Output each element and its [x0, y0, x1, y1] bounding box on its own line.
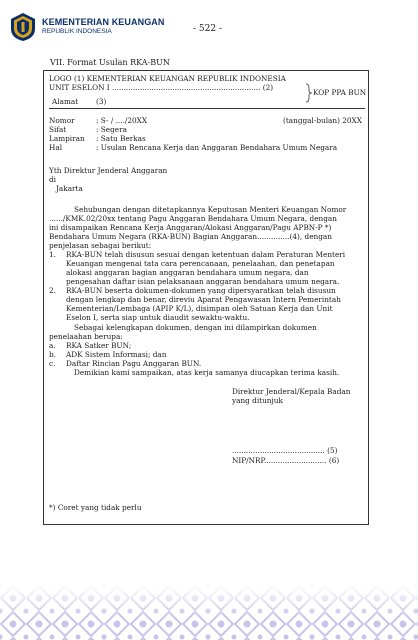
footnote: *) Coret yang tidak perlu — [49, 503, 142, 512]
attach-intro-line: penelaahan berupa: — [49, 332, 123, 341]
attachment-item: ADK Sistem Informasi; dan — [66, 350, 167, 359]
date-ref: (tanggal-bulan) 20XX — [283, 116, 362, 125]
header-rule — [49, 108, 365, 109]
attachment-item: Daftar Rincian Pagu Anggaran BUN. — [66, 359, 202, 368]
signer-title: Direktur Jenderal/Kepala Badan — [232, 387, 351, 396]
section-title: VII. Format Usulan RKA-BUN — [50, 58, 170, 67]
item-line: pengesahan daftar isian pelaksanaan anggaran bendahara umum negara. — [66, 277, 340, 286]
field-value: : Usulan Rencana Kerja dan Anggaran Bendahara Umum Negara — [96, 143, 338, 152]
intro-line: penjelasan sebagai berikut: — [49, 241, 152, 250]
attach-intro-line: Sebagai kelengkapan dokumen, dengan ini dilampirkan dokumen — [74, 323, 317, 332]
recipient-line: Jakarta — [56, 184, 83, 193]
item-line: alokasi anggaran bagian anggaran bendahara umum negara, dan — [66, 268, 309, 277]
field-label: Lampiran — [49, 134, 85, 143]
page-number: - 522 - — [193, 24, 222, 34]
item-line: Kementerian/Lembaga (APIP K/L), disimpan oleh Satuan Kerja dan Unit — [66, 304, 333, 313]
item-number: 1. — [49, 250, 56, 259]
brand-block — [42, 17, 165, 35]
attachment-item: RKA Satker BUN; — [66, 341, 132, 350]
kop-label: KOP PPA BUN — [313, 88, 367, 97]
signer-title: yang ditunjuk — [232, 396, 283, 405]
intro-line: Sehubungan dengan ditetapkannya Keputusan Menteri Keuangan Nomor — [74, 205, 347, 214]
item-line: RKA-BUN beserta dokumen-dokumen yang dipersyaratkan telah disusun — [66, 286, 336, 295]
brace-icon — [305, 83, 313, 103]
intro-line: ini disampaikan Rencana Kerja Anggaran/Alokasi Anggaran/Pagu APBN-P *) — [49, 223, 332, 232]
alamat-ref: (3) — [96, 97, 107, 106]
signer-name: ........................................ (5) — [232, 446, 338, 455]
attachment-marker: c. — [49, 359, 56, 368]
item-line: Keuangan mengenai tata cara perencanaan, penelaahan, dan penetapan — [66, 259, 335, 268]
recipient-line: Yth Direktur Jenderal Anggaran — [49, 166, 168, 175]
logo-line: LOGO (1) KEMENTERIAN KEUANGAN REPUBLIK INDONESIA — [49, 74, 286, 83]
intro-line: Bendahara Umum Negara (RKA-BUN) Bagian Anggaran..............(4), dengan — [49, 232, 332, 241]
item-line: dengan lengkap dan benar, direviu Aparat Pengawasan Intern Pemerintah — [66, 295, 341, 304]
org-subtitle: REPUBLIK INDONESIA — [42, 28, 112, 35]
field-label: Hal — [49, 143, 63, 152]
item-line: Eselon I, serta siap untuk diaudit sewaktu-waktu. — [66, 313, 250, 322]
intro-line: ....../KMK.02/20xx tentang Pagu Anggaran Bendahara Umum Negara, dengan — [49, 214, 337, 223]
field-label: Nomor — [49, 116, 75, 125]
org-name: KEMENTERIAN KEUANGAN — [42, 17, 165, 27]
field-value: : S- / ..../20XX — [96, 116, 148, 125]
field-value: : Segera — [96, 125, 127, 134]
signer-nip: NIP/NRP........................... (6) — [232, 456, 340, 465]
closing-line: Demikian kami sampaikan, atas kerja samanya diucapkan terima kasih. — [74, 368, 340, 377]
alamat-label: Alamat — [52, 97, 79, 106]
field-value: : Satu Berkas — [96, 134, 146, 143]
unit-line: UNIT ESELON I ................................................................ (2) — [49, 83, 274, 92]
batik-pattern-icon — [0, 585, 418, 640]
kemenkeu-logo-icon — [8, 12, 38, 42]
field-label: Sifat — [49, 125, 67, 134]
recipient-line: di — [49, 175, 57, 184]
attachment-marker: a. — [49, 341, 56, 350]
item-number: 2. — [49, 286, 56, 295]
item-line: RKA-BUN telah disusun sesuai dengan ketentuan dalam Peraturan Menteri — [66, 250, 346, 259]
attachment-marker: b. — [49, 350, 56, 359]
